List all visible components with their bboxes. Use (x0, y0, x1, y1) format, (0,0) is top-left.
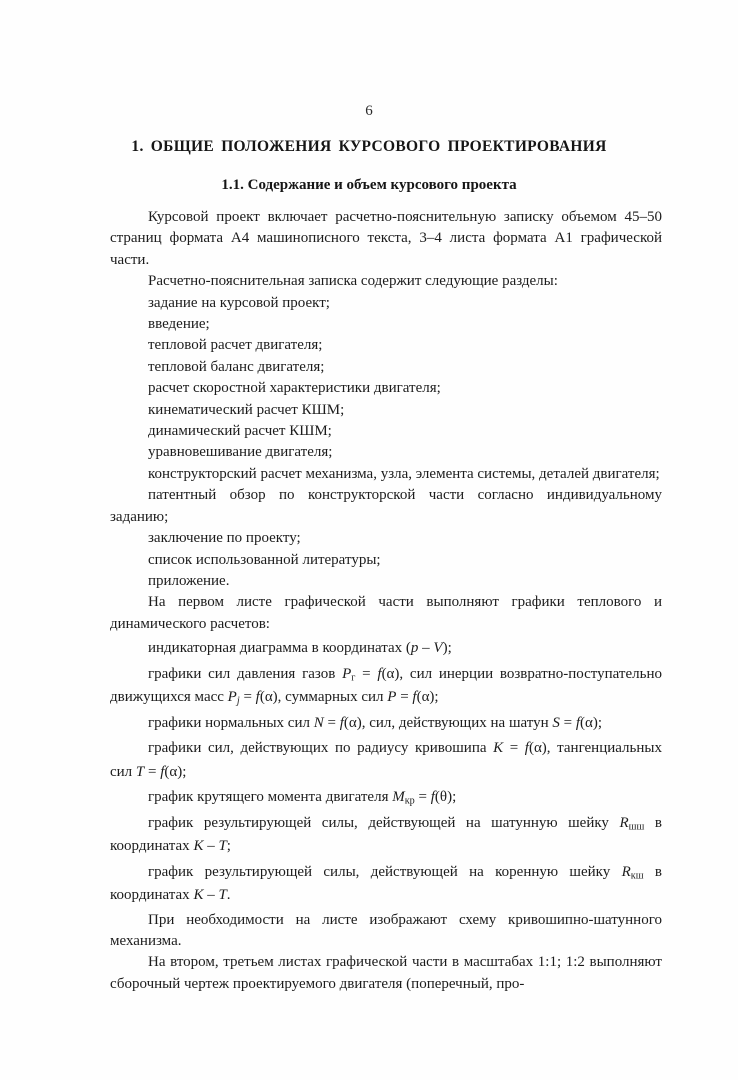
list-item-formula: график результирующей силы, действующей на шатунную шейку $R_{шш}$ в координатах K – T; (110, 814, 662, 855)
list-item: тепловой баланс двигателя; (148, 358, 325, 375)
paragraph: Расчетно-пояснительная записка содержит следующие разделы: (148, 273, 558, 290)
list-item-formula: графики сил давления газов $P_г = f(\alpha)$, сил инерции возвратно-поступательно движущихся масс $P_j = f(\alpha)$, суммарных сил P = f(α); (110, 665, 662, 707)
list-item: кинематический расчет КШМ; (148, 401, 345, 418)
list-item-formula: график результирующей силы, действующей на коренную шейку $R_{кш}$ в координатах K – T. (110, 863, 662, 904)
section-heading: 1. ОБЩИЕ ПОЛОЖЕНИЯ КУРСОВОГО ПРОЕКТИРОВАНИЯ (131, 138, 607, 155)
list-item: динамический расчет КШМ; (148, 423, 332, 440)
document-body (110, 207, 662, 995)
paragraph: Курсовой проект включает расчетно-пояснительную записку объемом 45–50 страниц формата А4 машинописного текста, 3–4 листа формата А1 графической части. (110, 209, 662, 268)
subsection-heading: 1.1. Содержание и объем курсового проекта (221, 177, 517, 193)
list-item: расчет скоростной характеристики двигателя; (148, 380, 441, 397)
page-number: 6 (365, 103, 373, 119)
list-item: введение; (148, 316, 210, 333)
list-item-formula: графики сил, действующих по радиусу кривошипа K = f(α), тангенциальных сил T = f(α); (110, 740, 662, 780)
list-item: уравновешивание двигателя; (148, 444, 333, 461)
list-item: заключение по проекту; (148, 530, 301, 547)
list-item-formula: графики нормальных сил N = f(α), сил, действующих на шатун S = f(α); (148, 714, 603, 731)
list-item: патентный обзор по конструкторской части согласно индивидуальному заданию; (110, 487, 662, 525)
list-item: список использованной литературы; (148, 551, 381, 568)
paragraph: На первом листе графической части выполняют графики теплового и динамического расчетов: (110, 594, 662, 632)
list-item-formula: график крутящего момента двигателя $M_{кр} = f(\theta)$; (148, 789, 457, 807)
list-item: приложение. (148, 572, 230, 589)
paragraph: При необходимости на листе изображают схему кривошипно-шатунного механизма. (110, 911, 662, 950)
list-item: тепловой расчет двигателя; (148, 337, 323, 354)
list-item: конструкторский расчет механизма, узла, элемента системы, деталей двигателя; (148, 465, 660, 482)
paragraph: На втором, третьем листах графической части в масштабах 1:1; 1:2 выполняют сборочный чертеж проектируемого двигателя (поперечный, про- (110, 954, 662, 992)
list-item-formula: индикаторная диаграмма в координатах (p – V); (148, 640, 452, 657)
list-item: задание на курсовой проект; (148, 294, 330, 311)
